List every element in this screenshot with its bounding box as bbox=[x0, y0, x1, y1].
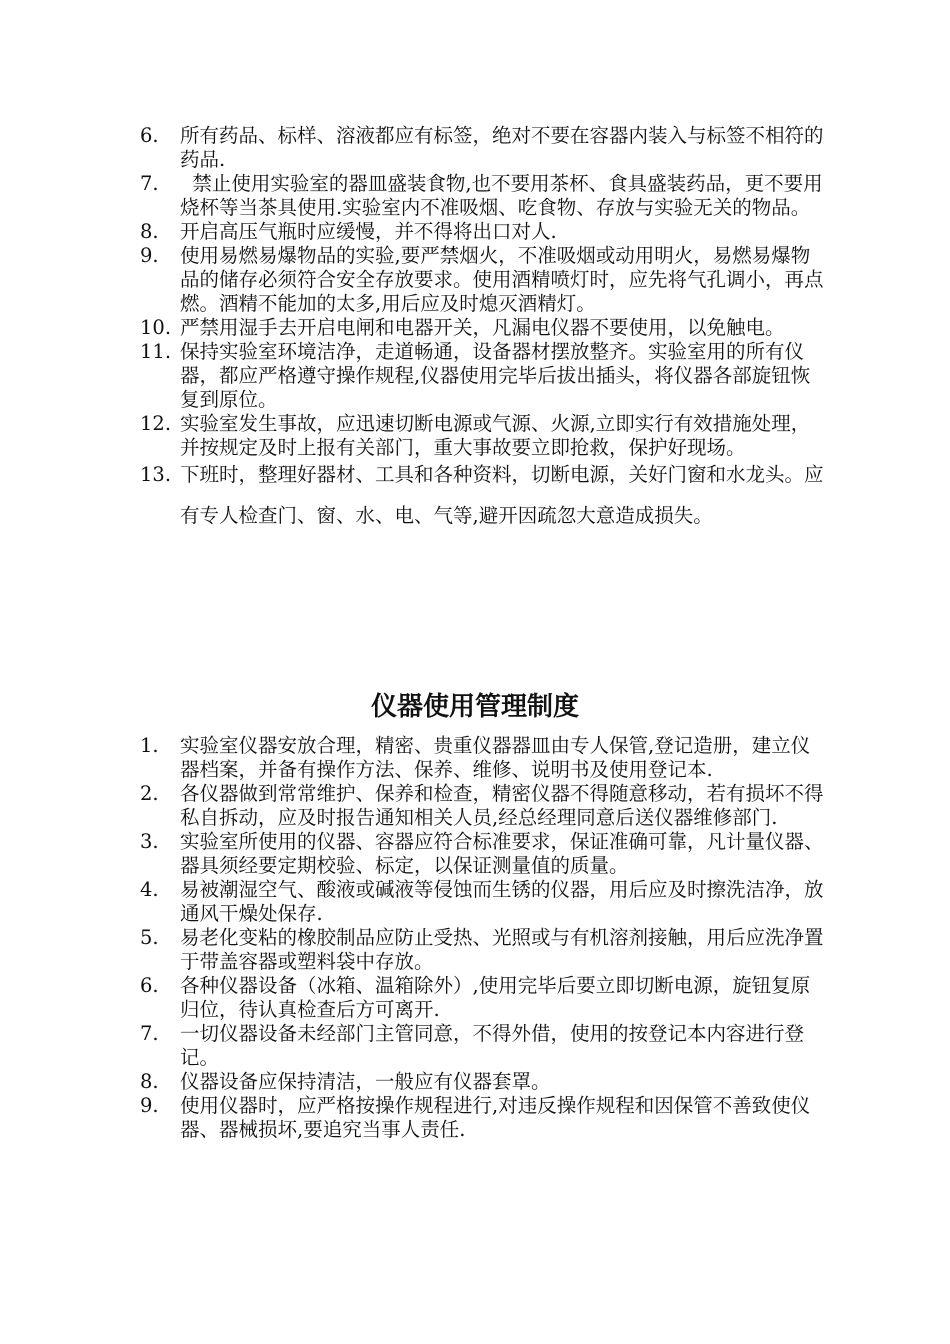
section-heading: 仪器使用管理制度 bbox=[370, 692, 579, 722]
item-number: 12. bbox=[140, 412, 172, 435]
list-item bbox=[140, 1022, 825, 1070]
item-text: 各种仪器设备（冰箱、温箱除外）,使用完毕后要立即切断电源，旋钮复原归位，待认真检查后方可离开. bbox=[180, 974, 811, 1021]
item-text: 所有药品、标样、溶液都应有标签，绝对不要在容器内装入与标签不相符的药品. bbox=[180, 124, 824, 171]
list-item bbox=[140, 220, 825, 244]
list-item bbox=[140, 734, 825, 782]
list-item bbox=[140, 412, 825, 460]
list-item bbox=[140, 974, 825, 1022]
item-text: 禁止使用实验室的器皿盛装食物,也不要用茶杯、食具盛装药品，更不要用烧杯等当茶具使用.实验室内不准吸烟、吃食物、存放与实验无关的物品。 bbox=[180, 172, 823, 219]
item-number: 7. bbox=[140, 1022, 159, 1045]
list-item bbox=[140, 1094, 825, 1142]
list-item bbox=[140, 878, 825, 926]
item-number: 7. bbox=[140, 172, 159, 195]
item-number: 6. bbox=[140, 974, 159, 997]
item-text: 严禁用湿手去开启电闸和电器开关，凡漏电仪器不要使用，以免触电。 bbox=[180, 316, 785, 339]
list-item bbox=[140, 830, 825, 878]
item-text: 一切仪器设备未经部门主管同意，不得外借，使用的按登记本内容进行登记。 bbox=[180, 1022, 805, 1069]
item-text: 易老化变粘的橡胶制品应防止受热、光照或与有机溶剂接触，用后应洗净置于带盖容器或塑料袋中存放。 bbox=[180, 926, 824, 973]
item-text: 易被潮湿空气、酸液或碱液等侵蚀而生锈的仪器，用后应及时擦洗洁净，放通风干燥处保存. bbox=[180, 878, 824, 925]
item-number: 3. bbox=[140, 830, 159, 853]
item-number: 10. bbox=[140, 316, 172, 339]
item-number: 13. bbox=[140, 463, 172, 486]
item-number: 8. bbox=[140, 1070, 159, 1093]
item-text: 使用仪器时，应严格按操作规程进行,对违反操作规程和因保管不善致使仪器、器械损坏,要追究当事人责任. bbox=[180, 1094, 811, 1141]
list-item bbox=[140, 316, 825, 340]
list-item bbox=[140, 340, 825, 412]
item-text: 实验室所使用的仪器、容器应符合标准要求，保证准确可靠，凡计量仪器、器具须经要定期校验、标定，以保证测量值的质量。 bbox=[180, 830, 824, 877]
list-item bbox=[140, 926, 825, 974]
item-text: 使用易燃易爆物品的实验,要严禁烟火，不准吸烟或动用明火，易燃易爆物品的储存必须符合安全存放要求。使用酒精喷灯时，应先将气孔调小，再点燃。酒精不能加的太多,用后应及时熄灭酒精灯。 bbox=[180, 244, 824, 315]
item-number: 1. bbox=[140, 734, 159, 757]
item-number: 4. bbox=[140, 878, 159, 901]
item-text: 实验室发生事故，应迅速切断电源或气源、火源,立即实行有效措施处理，并按规定及时上报有关部门，重大事故要立即抢救，保护好现场。 bbox=[180, 412, 811, 459]
item-number: 6. bbox=[140, 124, 159, 147]
list-item bbox=[140, 454, 825, 536]
item-number: 9. bbox=[140, 244, 159, 267]
list-item bbox=[140, 782, 825, 830]
item-number: 11. bbox=[140, 340, 172, 363]
item-number: 5. bbox=[140, 926, 159, 949]
instrument-rules-list bbox=[140, 734, 825, 1142]
item-number: 8. bbox=[140, 220, 159, 243]
item-text: 仪器设备应保持清洁，一般应有仪器套罩。 bbox=[180, 1070, 551, 1093]
item-number: 2. bbox=[140, 782, 159, 805]
item-text: 各仪器做到常常维护、保养和检查，精密仪器不得随意移动，若有损坏不得私自拆动，应及时报告通知相关人员,经总经理同意后送仪器维修部门. bbox=[180, 782, 824, 829]
item-text: 开启高压气瓶时应缓慢，并不得将出口对人. bbox=[180, 220, 557, 243]
item-text: 实验室仪器安放合理，精密、贵重仪器器皿由专人保管,登记造册，建立仪器档案，并备有操作方法、保养、维修、说明书及使用登记本. bbox=[180, 734, 811, 781]
list-item bbox=[140, 244, 825, 316]
list-item bbox=[140, 1070, 825, 1094]
list-item bbox=[140, 172, 825, 220]
list-item bbox=[140, 124, 825, 172]
item-text: 保持实验室环境洁净，走道畅通，设备器材摆放整齐。实验室用的所有仪器，都应严格遵守操作规程,仪器使用完毕后拔出插头，将仪器各部旋钮恢复到原位。 bbox=[180, 340, 811, 411]
item-text: 下班时，整理好器材、工具和各种资料，切断电源，关好门窗和水龙头。应有专人检查门、窗、水、电、气等,避开因疏忽大意造成损失。 bbox=[180, 463, 824, 527]
lab-safety-rules-list bbox=[140, 124, 825, 536]
item-number: 9. bbox=[140, 1094, 159, 1117]
